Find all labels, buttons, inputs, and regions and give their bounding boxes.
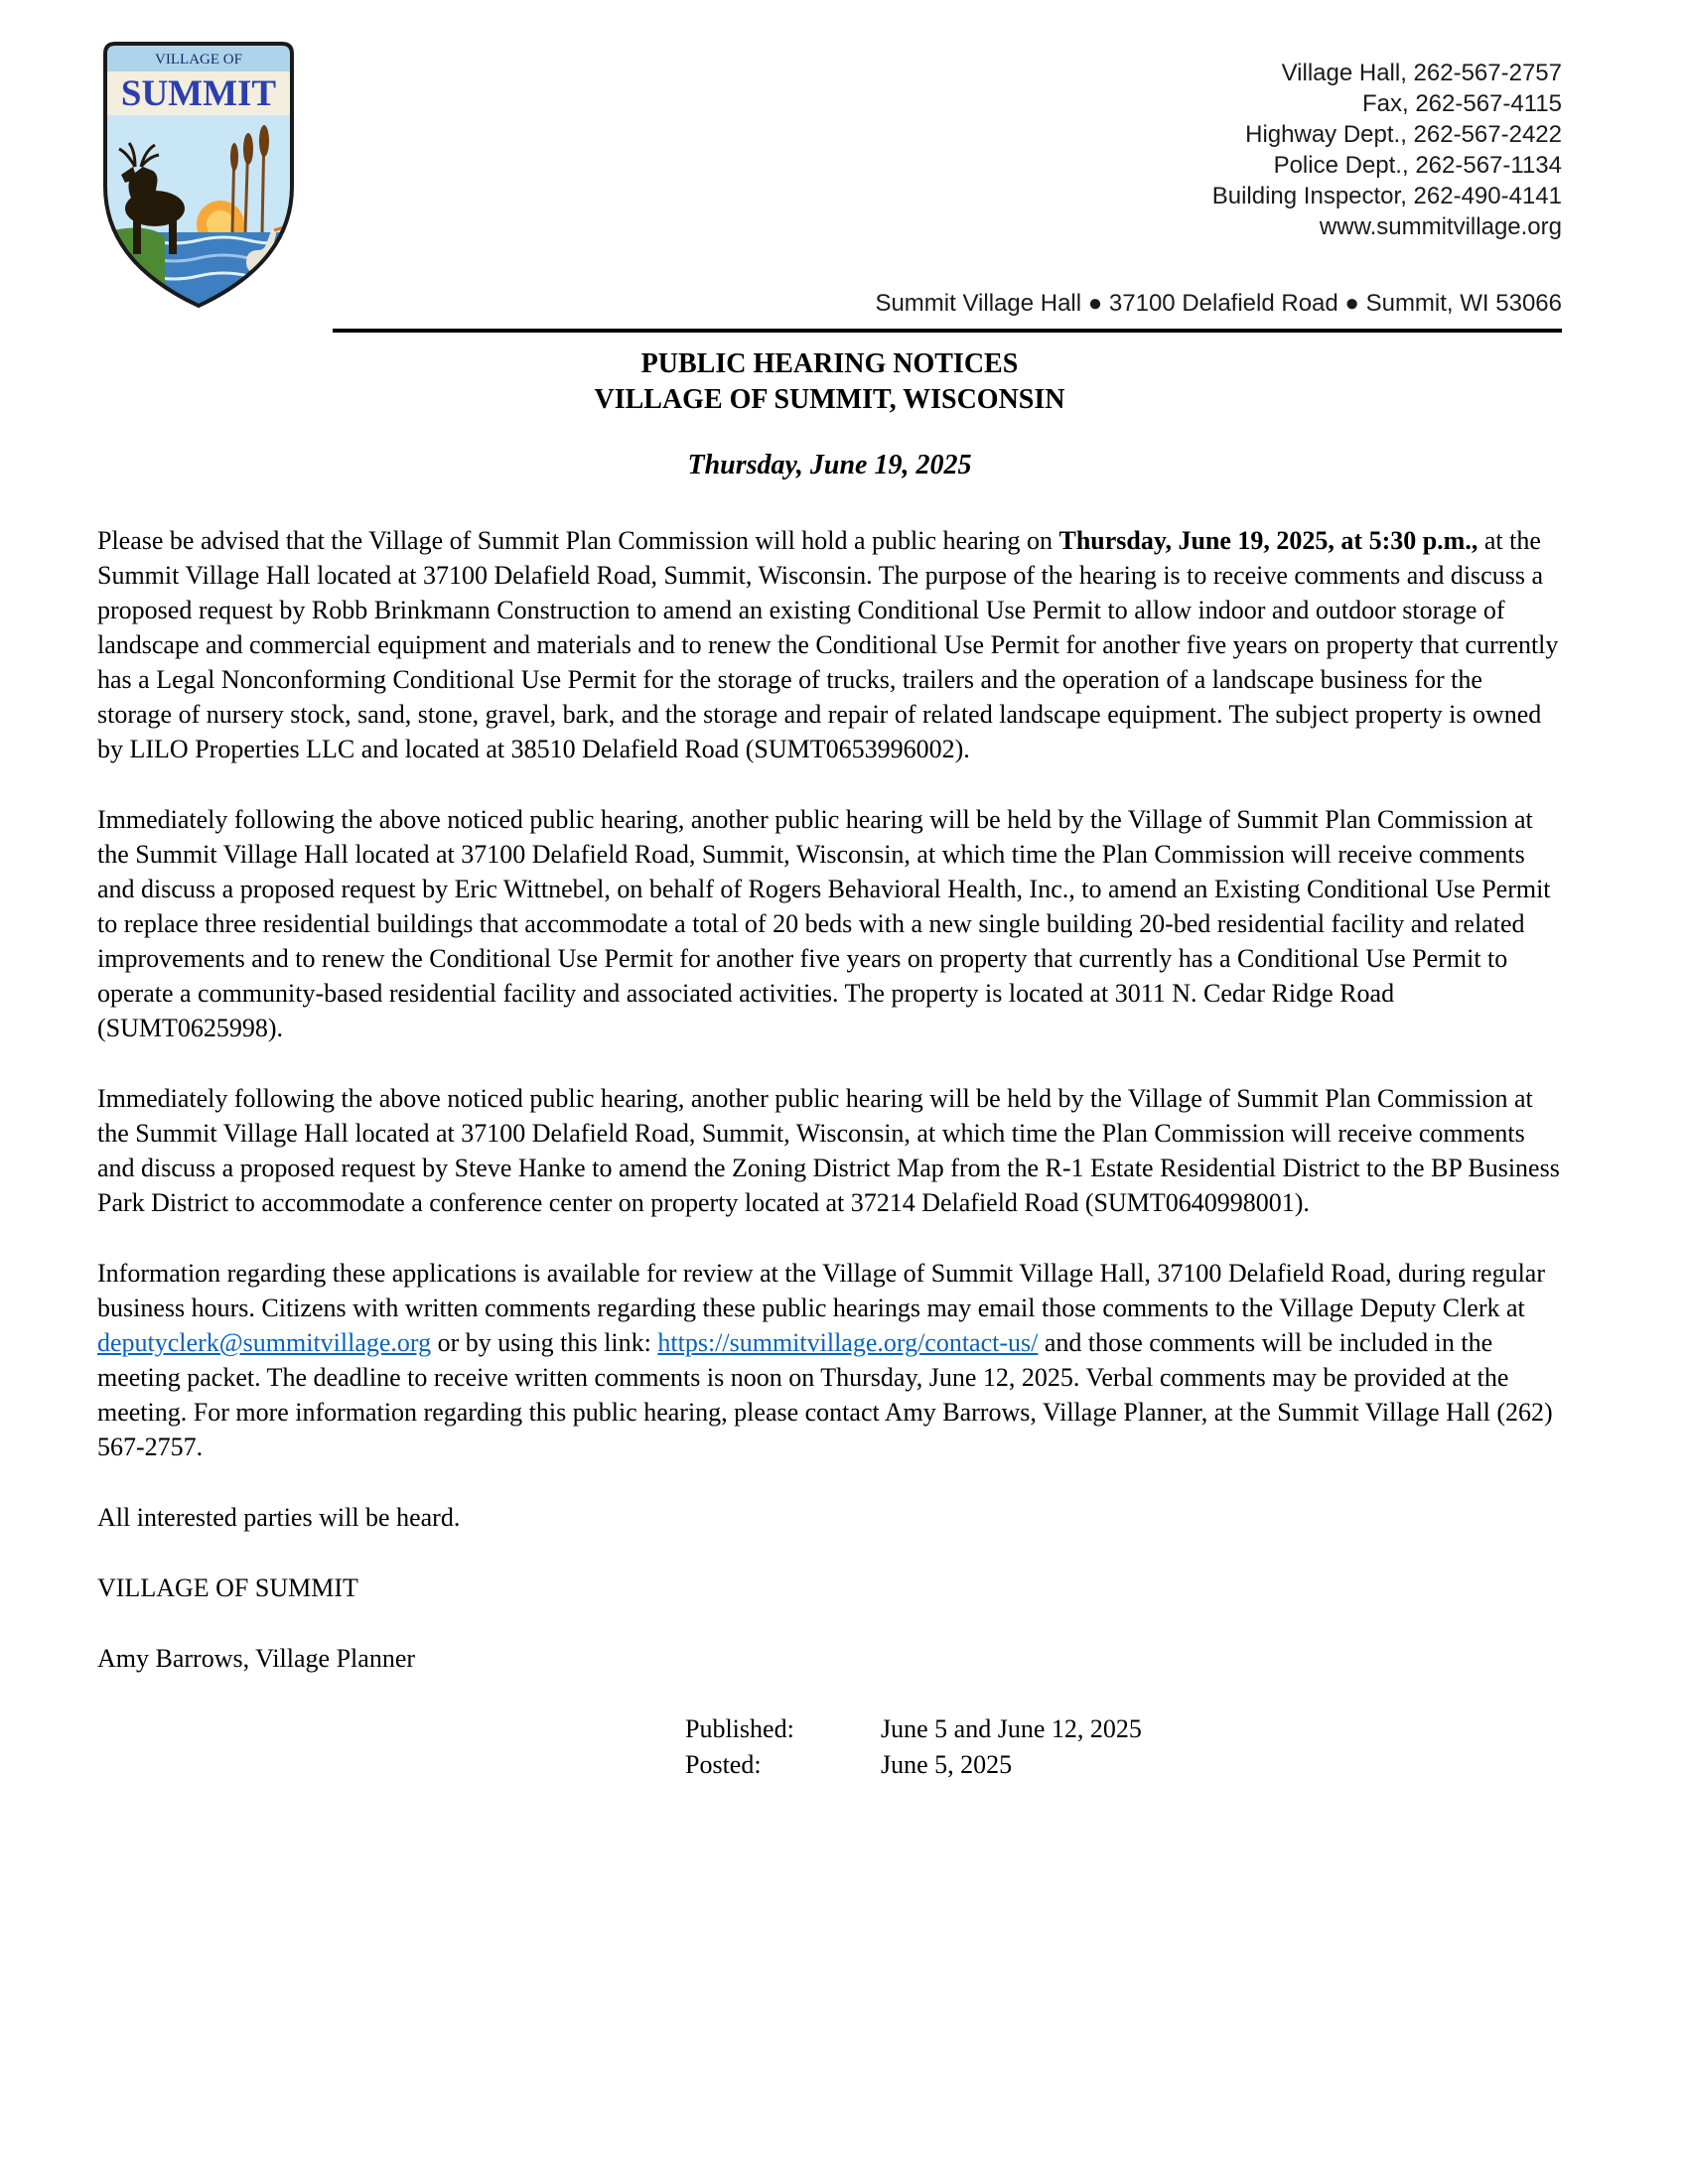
- publication-block: [685, 1711, 1688, 1783]
- text-segment: Immediately following the above noticed public hearing, another public hearing will be held by the Village of Summit Plan Commission at the Summit Village Hall located at 37100 Delafield Road, Summit, Wisconsin, at which time the Plan Commission will receive comments and discuss a proposed request by Steve Hanke to amend the Zoning District Map from the R-1 Estate Residential District to the BP Business Park District to accommodate a conference center on property located at 37214 Delafield Road (SUMT0640998001).: [97, 1084, 1560, 1217]
- body-paragraph: [97, 1256, 1562, 1464]
- cattail-head: [243, 133, 253, 165]
- text-segment: Information regarding these applications is available for review at the Village of Summit Village Hall, 37100 Delafield Road, during regular business hours. Citizens with written comments regarding these public hearings may email those comments to the Village Deputy Clerk at: [97, 1259, 1545, 1322]
- title-block: [97, 346, 1562, 481]
- letterhead: [0, 0, 1688, 319]
- hearing-date: Thursday, June 19, 2025: [687, 450, 972, 480]
- body-paragraph: [97, 1641, 1562, 1676]
- text-segment: or by using this link:: [431, 1328, 658, 1357]
- posted-value: June 5, 2025: [881, 1750, 1013, 1779]
- header-divider: [333, 329, 1562, 333]
- text-segment: Amy Barrows, Village Planner: [97, 1644, 416, 1673]
- inline-link[interactable]: https://summitvillage.org/contact-us/: [657, 1328, 1039, 1357]
- body-paragraph: [97, 1570, 1562, 1605]
- letterhead-right: [875, 38, 1562, 319]
- contact-line-highway-dept: Highway Dept., 262-567-2422: [1245, 121, 1562, 148]
- text-segment: All interested parties will be heard.: [97, 1503, 461, 1532]
- cattail-head: [259, 125, 269, 157]
- posted-label: Posted:: [685, 1750, 762, 1779]
- contact-info: [875, 58, 1562, 242]
- doc-title-line2: VILLAGE OF SUMMIT, WISCONSIN: [594, 384, 1065, 415]
- text-segment: at the Summit Village Hall located at 37100 Delafield Road, Summit, Wisconsin. The purpose of the hearing is to receive comments and discuss a proposed request by Robb Brinkmann Construction to amend an existing Conditional Use Permit to allow indoor and outdoor storage of landscape and commercial equipment and materials and to renew the Conditional Use Permit for another five years on property that currently has a Legal Nonconforming Conditional Use Permit for the storage of trucks, trailers and the operation of a landscape business for the storage of nursery stock, sand, stone, gravel, bark, and the storage and repair of related landscape equipment. The subject property is owned by LILO Properties LLC and located at 38510 Delafield Road (SUMT0653996002).: [97, 526, 1559, 763]
- doc-title-line1: PUBLIC HEARING NOTICES: [640, 348, 1019, 379]
- body-paragraph: [97, 1081, 1562, 1220]
- contact-line-building-inspector: Building Inspector, 262-490-4141: [1211, 183, 1562, 209]
- contact-line-police-dept: Police Dept., 262-567-1134: [1273, 152, 1562, 179]
- body-paragraph: [97, 802, 1562, 1045]
- grass-shape: [99, 227, 165, 312]
- text-segment: Please be advised that the Village of Summit Plan Commission will hold a public hearing on: [97, 526, 1059, 555]
- posted-row: [685, 1747, 1688, 1783]
- cattail-head: [230, 143, 238, 171]
- village-logo-image: [99, 38, 298, 312]
- contact-line-website: www.summitvillage.org: [1319, 213, 1562, 240]
- inline-link[interactable]: deputyclerk@summitvillage.org: [97, 1328, 432, 1357]
- published-row: [685, 1711, 1688, 1747]
- logo-name-text: SUMMIT: [120, 73, 277, 114]
- body-paragraph: [97, 523, 1562, 766]
- contact-line-village-hall: Village Hall, 262-567-2757: [1281, 60, 1562, 86]
- body-paragraphs: [97, 523, 1562, 1676]
- bold-text-segment: Thursday, June 19, 2025, at 5:30 p.m.,: [1058, 526, 1478, 555]
- logo-top-text: VILLAGE OF: [155, 52, 242, 68]
- village-logo: [99, 38, 298, 317]
- published-label: Published:: [685, 1714, 794, 1743]
- body-paragraph: [97, 1500, 1562, 1535]
- text-segment: VILLAGE OF SUMMIT: [97, 1573, 358, 1602]
- contact-line-fax: Fax, 262-567-4115: [1361, 90, 1562, 117]
- address-line: Summit Village Hall ● 37100 Delafield Road ● Summit, WI 53066: [875, 290, 1562, 317]
- published-value: June 5 and June 12, 2025: [881, 1714, 1142, 1743]
- text-segment: Immediately following the above noticed public hearing, another public hearing will be held by the Village of Summit Plan Commission at the Summit Village Hall located at 37100 Delafield Road, Summit, Wisconsin, at which time the Plan Commission will receive comments and discuss a proposed request by Eric Wittnebel, on behalf of Rogers Behavioral Health, Inc., to amend an Existing Conditional Use Permit to replace three residential buildings that accommodate a total of 20 beds with a new single building 20-bed residential facility and related improvements and to renew the Conditional Use Permit for another five years on property that currently has a Conditional Use Permit to operate a community-based residential facility and associated activities. The property is located at 3011 N. Cedar Ridge Road (SUMT0625998).: [97, 805, 1551, 1042]
- text-segment: and those comments will be included in the meeting packet. The deadline to receive written comments is noon on Thursday, June 12, 2025. Verbal comments may be provided at the meeting. For more information regarding this public hearing, please contact Amy Barrows, Village Planner, at the Summit Village Hall (262) 567-2757.: [97, 1328, 1553, 1461]
